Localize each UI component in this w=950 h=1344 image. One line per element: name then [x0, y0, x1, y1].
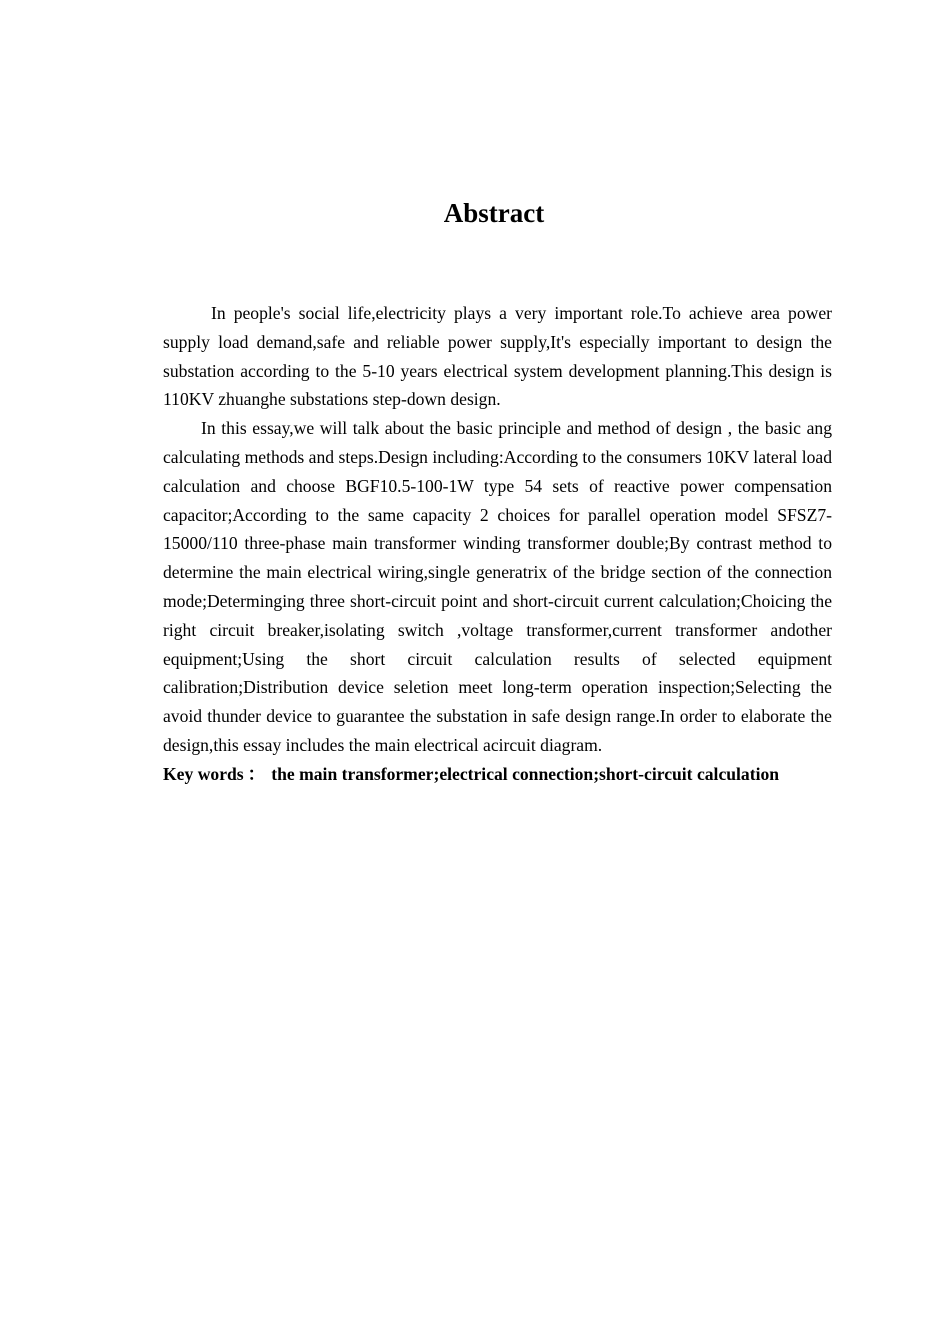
keywords-line: [163, 760, 832, 789]
keywords-separator: ：: [247, 763, 266, 784]
keywords-label: Key words: [163, 763, 244, 784]
abstract-title: Abstract: [443, 198, 545, 228]
abstract-paragraph-1: In people's social life,electricity plays a very important role.To achieve area power supply load demand,safe and reliable power supply,It's especially important to design the substation according to the 5-10 years electrical system development planning.This design is 110KV zhuanghe substations step-down design.: [163, 303, 832, 410]
abstract-paragraph-2: In this essay,we will talk about the basic principle and method of design , the basic ang calculating methods and steps.Design including:According to the consumers 10KV lateral load calculation and choose BGF10.5-100-1W type 54 sets of reactive power compensation capacitor;According to the same capacity 2 choices for parallel operation model SFSZ7-15000/110 three-phase main transformer winding transformer double;By contrast method to determine the main electrical wiring,single generatrix of the bridge section of the connection mode;Determinging three short-circuit point and short-circuit current calculation;Choicing the right circuit breaker,isolating switch ,voltage transformer,current transformer andother equipment;Using the short circuit calculation results of selected equipment calibration;Distribution device seletion meet long-term operation inspection;Selecting the avoid thunder device to guarantee the substation in safe design range.In order to elaborate the design,this essay includes the main electrical acircuit diagram.: [163, 418, 832, 755]
abstract-body: [163, 299, 832, 789]
keywords-text: the main transformer;electrical connection;short-circuit calculation: [271, 763, 780, 784]
